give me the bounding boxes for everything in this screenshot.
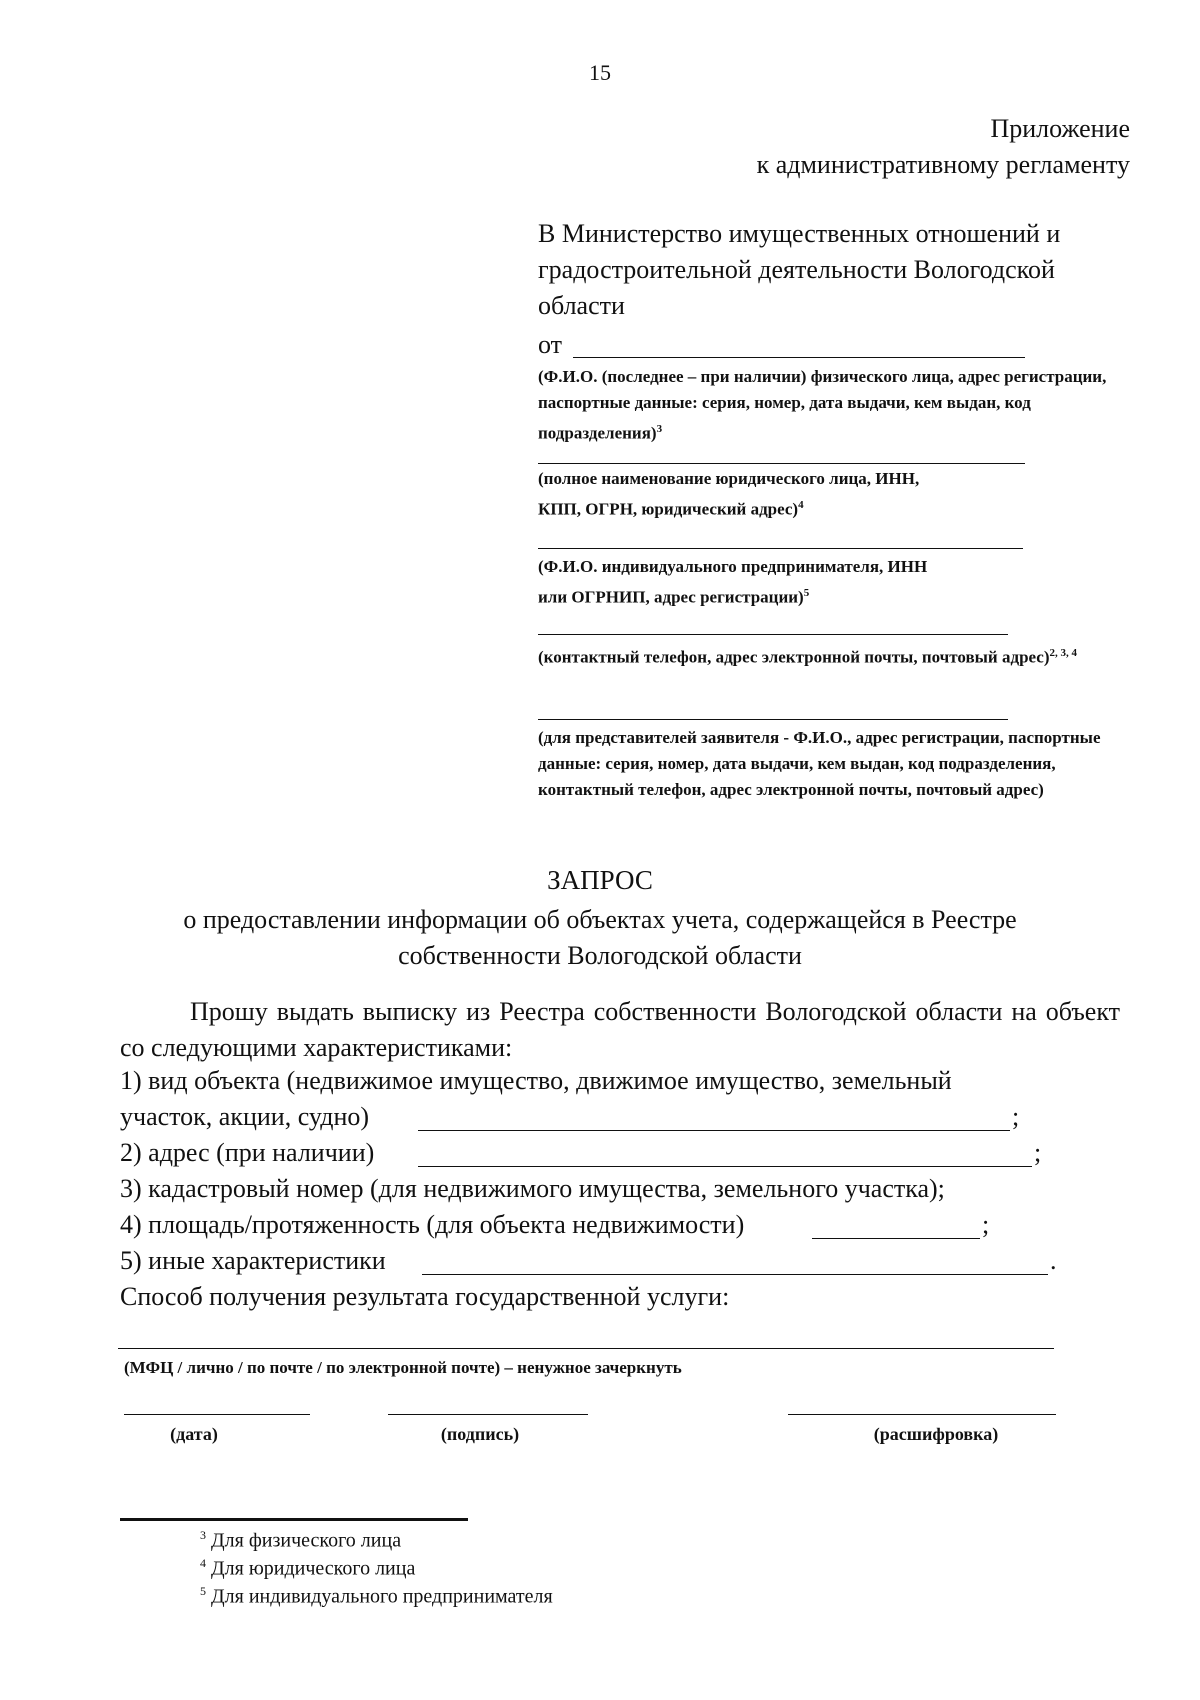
from-label: от — [538, 330, 563, 359]
from-input-line[interactable] — [573, 357, 1025, 358]
entrepreneur-input-line[interactable] — [538, 548, 1023, 549]
item-1-input-line[interactable] — [418, 1130, 1010, 1131]
item-5-input-line[interactable] — [422, 1274, 1048, 1275]
item-4: 4) площадь/протяженность (для объекта недвижимости) — [120, 1210, 745, 1239]
item-2-end: ; — [1034, 1138, 1042, 1167]
hint-contact-text: (контактный телефон, адрес электронной почты, почтовый адрес) — [538, 647, 1050, 667]
method-label: Способ получения результата государственной услуги: — [120, 1282, 730, 1311]
item-3: 3) кадастровый номер (для недвижимого имущества, земельного участка); — [120, 1174, 945, 1203]
decode-label: (расшифровка) — [873, 1424, 999, 1444]
item-1-end: ; — [1012, 1102, 1020, 1131]
date-label: (дата) — [170, 1424, 218, 1444]
item-1-line-2: участок, акции, судно) — [120, 1102, 370, 1131]
appendix-subtitle: к административному регламенту — [756, 150, 1130, 179]
legal-input-line[interactable] — [538, 463, 1025, 464]
footnote-3-text: Для физического лица — [211, 1529, 402, 1552]
date-input-line[interactable] — [124, 1414, 310, 1415]
footnote-4-text: Для юридического лица — [211, 1557, 416, 1580]
hint-legal-text: (полное наименование юридического лица, ИНН, КПП, ОГРН, юридический адрес) — [538, 469, 920, 519]
footnote-3 — [200, 1528, 401, 1553]
item-4-end: ; — [982, 1210, 990, 1239]
method-hint: (МФЦ / лично / по почте / по электронной почте) – ненужное зачеркнуть — [124, 1358, 682, 1377]
hint-entrepreneur-text: (Ф.И.О. индивидуального предпринимателя, ИНН или ОГРНИП, адрес регистрации) — [538, 557, 928, 607]
item-4-input-line[interactable] — [812, 1238, 980, 1239]
footnote-5-text: Для индивидуального предпринимателя — [211, 1585, 553, 1608]
footnote-4-num: 4 — [200, 1556, 206, 1570]
document-subtitle: о предоставлении информации об объектах учета, содержащейся в Реестре собственности Вологодской области — [183, 905, 1017, 970]
signature-input-line[interactable] — [388, 1414, 588, 1415]
item-2-input-line[interactable] — [418, 1166, 1032, 1167]
hint-entrepreneur-ref: 5 — [803, 587, 810, 599]
footnote-3-num: 3 — [200, 1528, 206, 1542]
contact-input-line[interactable] — [538, 634, 1008, 635]
page-number: 15 — [589, 60, 611, 85]
footnote-4 — [200, 1556, 415, 1581]
hint-contact-ref: 2, 3, 4 — [1049, 647, 1077, 659]
addressee: В Министерство имущественных отношений и градостроительной деятельности Вологодской области — [538, 219, 1061, 320]
item-1-line-1: 1) вид объекта (недвижимое имущество, движимое имущество, земельный — [120, 1066, 952, 1095]
hint-legal-ref: 4 — [798, 499, 804, 511]
item-2: 2) адрес (при наличии) — [120, 1138, 375, 1167]
hint-individual-text: (Ф.И.О. (последнее – при наличии) физического лица, адрес регистрации, паспортные данные: серия, номер, дата выдачи, кем выдан, код подразделения) — [538, 367, 1107, 443]
method-input-line[interactable] — [118, 1348, 1054, 1349]
item-5: 5) иные характеристики — [120, 1246, 386, 1275]
hint-individual — [538, 364, 1128, 447]
representative-input-line[interactable] — [538, 719, 1008, 720]
intro-paragraph: Прошу выдать выписку из Реестра собственности Вологодской области на объект со следующими характеристиками: — [120, 997, 1120, 1062]
footnote-5 — [200, 1584, 553, 1609]
signature-label: (подпись) — [440, 1424, 520, 1444]
hint-individual-ref: 3 — [656, 423, 663, 435]
hint-legal — [538, 466, 938, 523]
item-5-end: . — [1050, 1246, 1057, 1275]
hint-contact — [538, 640, 1128, 671]
footnote-separator — [120, 1518, 468, 1521]
hint-entrepreneur — [538, 554, 958, 611]
decode-input-line[interactable] — [788, 1414, 1056, 1415]
appendix-title: Приложение — [990, 114, 1130, 143]
hint-representative: (для представителей заявителя - Ф.И.О., адрес регистрации, паспортные данные: серия, номер, дата выдачи, кем выдан, код подразделения, контактный телефон, адрес электронной почты, почтовый адрес) — [538, 728, 1101, 799]
footnote-5-num: 5 — [200, 1584, 206, 1598]
document-title: ЗАПРОС — [547, 865, 653, 895]
